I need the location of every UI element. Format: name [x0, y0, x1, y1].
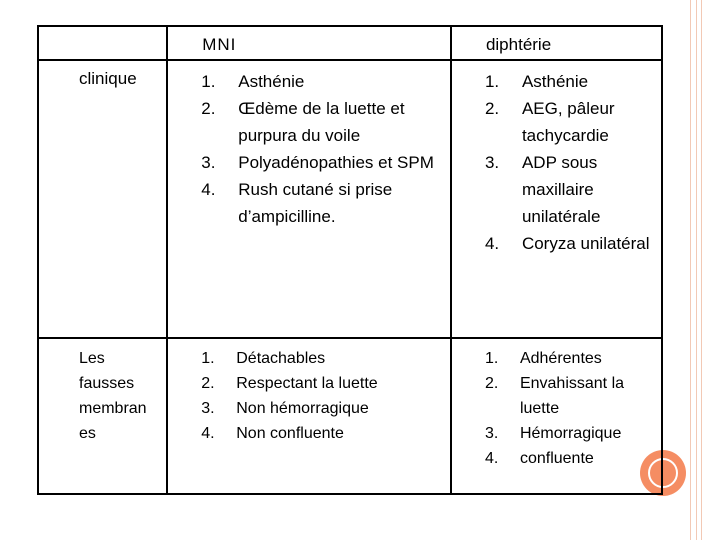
header-empty-cell [38, 26, 167, 60]
diphterie-list [452, 339, 661, 471]
list-item: 3. Polyadénopathies et SPM [201, 153, 434, 172]
list-item: 4. Coryza unilatéral [484, 234, 650, 253]
list-item: 4. Rush cutané si prise d’ampicilline. [201, 180, 393, 226]
diphterie-cell [451, 338, 662, 494]
row-label: Les fausses membran es [79, 350, 147, 442]
list-item: 2. Envahissant la luette [484, 375, 625, 417]
decorative-margin [686, 0, 720, 540]
row-label: clinique [79, 69, 137, 88]
list-item: 2. Respectant la luette [201, 375, 378, 392]
comparison-table [37, 25, 663, 495]
table-row [38, 60, 662, 338]
list-item: 3. Non hémorragique [201, 400, 369, 417]
header-row [38, 26, 662, 60]
list-item: 4. Non confluente [201, 425, 344, 442]
header-cell-mni: MNI [167, 26, 451, 60]
list-item: 1. Détachables [201, 350, 326, 367]
list-item: 2. AEG, pâleur tachycardie [484, 99, 615, 145]
list-item: 2. Œdème de la luette et purpura du voile [201, 99, 405, 145]
mni-cell [167, 338, 451, 494]
mni-cell [167, 60, 451, 338]
diphterie-list [452, 61, 661, 257]
list-item: 1. Asthénie [201, 72, 305, 91]
mni-list [168, 61, 450, 230]
list-item: 1. Asthénie [484, 72, 589, 91]
row-label-cell [38, 60, 167, 338]
table-row [38, 338, 662, 494]
diphterie-cell [451, 60, 662, 338]
list-item: 1. Adhérentes [484, 350, 602, 367]
row-label-cell [38, 338, 167, 494]
mni-list [168, 339, 450, 446]
header-cell-diphterie: diphtérie [451, 26, 662, 60]
list-item: 3. Hémorragique [484, 425, 622, 442]
list-item: 4. confluente [484, 450, 594, 467]
list-item: 3. ADP sous maxillaire unilatérale [484, 153, 601, 226]
